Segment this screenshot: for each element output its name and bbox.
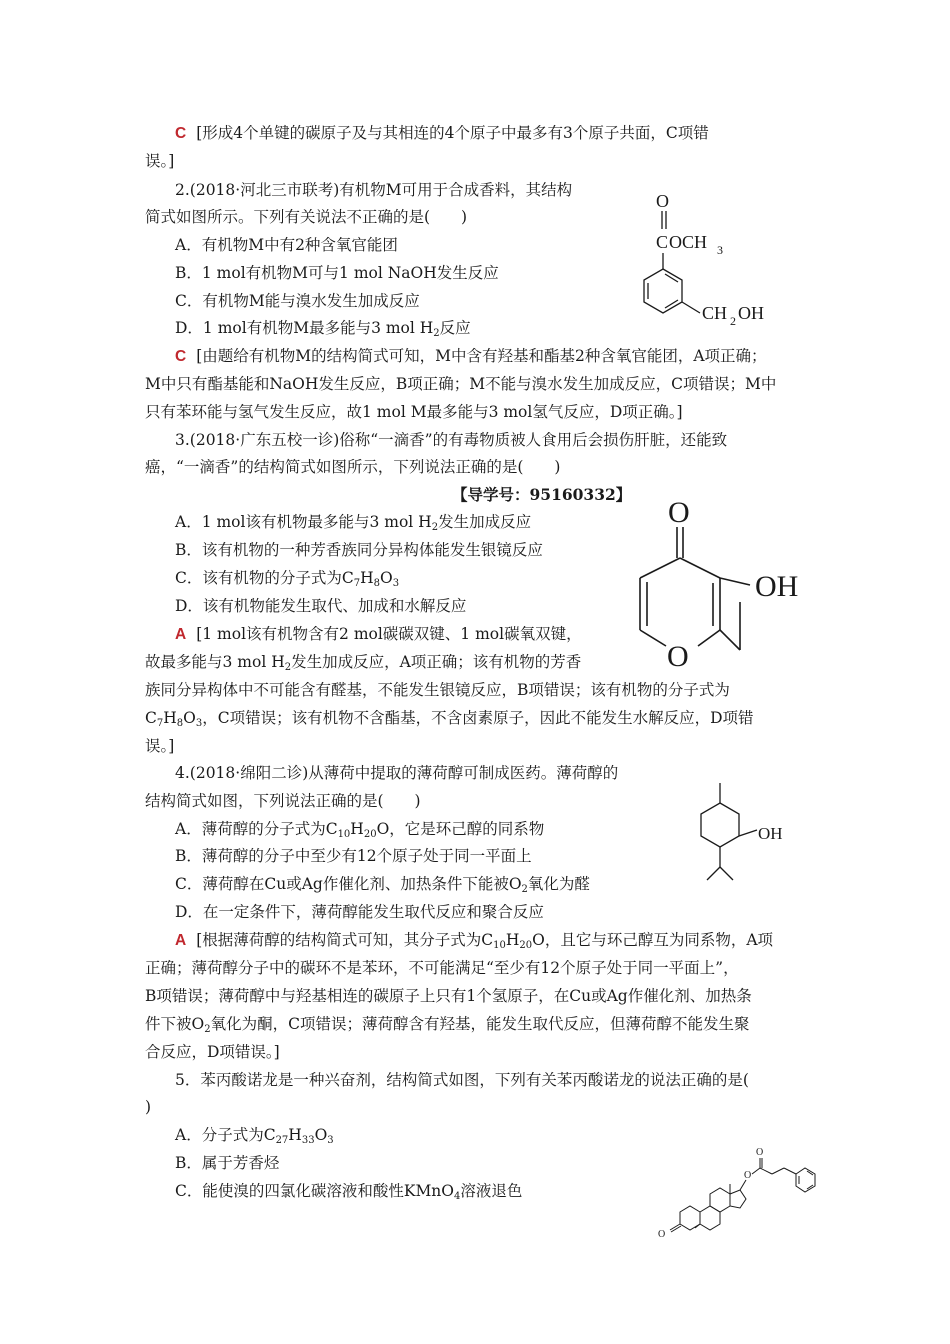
atom-label: O (668, 496, 690, 529)
atom-label: O (658, 1229, 666, 1240)
q2-answer (175, 346, 767, 367)
q3-option-c: C．该有机物的分子式为$C_7H_8O_3$ (175, 569, 400, 589)
q4-answer (175, 930, 773, 951)
guide-number: 【导学号：95160332】 (452, 485, 632, 504)
q3-option-d: D．该有机物能发生取代、加成和水解反应 (175, 597, 467, 615)
q4-option-a: A．薄荷醇的分子式为$C_{10}H_{20}O$，它是环己醇的同系物 (175, 820, 545, 840)
q3-explanation-cont: 故最多能与3 mol $H_2$发生加成反应，A项正确；该有机物的芳香 (145, 653, 582, 673)
q4-option-d: D．在一定条件下，薄荷醇能发生取代反应和聚合反应 (175, 903, 544, 921)
q2-explanation-cont: M中只有酯基能和NaOH发生反应，B项正确；M不能与溴水发生加成反应，C项错误；M中 (145, 375, 777, 393)
answer-letter: A (175, 932, 187, 949)
q2-stem: 2.(2018·河北三市联考)有机物M可用于合成香料，其结构 (175, 181, 573, 199)
q4-explanation-cont: 合反应，D项错误。] (145, 1043, 280, 1061)
q3-stem-cont: 癌，“一滴香”的结构简式如图所示，下列说法正确的是( ) (145, 458, 561, 476)
explanation-text: [根据薄荷醇的结构简式可知，其分子式为$C_{10}H_{20}O$，且它与环己醇互为同系物，A项 (196, 931, 774, 951)
q5-stem-cont: ) (145, 1098, 152, 1116)
q4-explanation-cont: B项错误；薄荷醇中与羟基相连的碳原子上只有1个氢原子，在Cu或Ag作催化剂、加热条 (145, 987, 752, 1005)
q2-structure-diagram (630, 185, 810, 335)
q5-option-b: B．属于芳香烃 (175, 1154, 280, 1172)
q3-answer (175, 624, 582, 645)
atom-label: 2 (730, 314, 736, 328)
q2-explanation-cont: 只有苯环能与氢气发生反应，故1 mol M最多能与3 mol氢气反应，D项正确。] (145, 403, 683, 421)
atom-label: OH (738, 303, 764, 323)
atom-label: O (656, 191, 669, 211)
q4-explanation-cont: 正确；薄荷醇分子中的碳环不是苯环，不可能满足“至少有12个原子处于同一平面上”， (145, 959, 739, 977)
q2-option-d: D．1 mol有机物M最多能与3 mol $H_2$反应 (175, 319, 471, 339)
answer-letter: C (175, 348, 187, 365)
q3-structure-diagram (620, 490, 830, 675)
q3-explanation-cont: $C_7H_8O_3$，C项错误；该有机物不含酯基，不含卤素原子，因此不能发生水解反应，D项错 (145, 709, 754, 729)
q5-option-a: A．分子式为$C_{27}H_{33}O_3$ (175, 1126, 334, 1146)
atom-label: OH (755, 570, 799, 603)
q4-structure-diagram (685, 775, 805, 890)
atom-label: CH (702, 303, 728, 323)
explanation-text: [由题给有机物M的结构简式可知，M中含有羟基和酯基2种含氧官能团，A项正确； (196, 347, 767, 365)
q4-explanation-cont: 件下被$O_2$氧化为酮，C项错误；薄荷醇含有羟基，能发生取代反应，但薄荷醇不能发生聚 (145, 1015, 750, 1035)
atom-label: 3 (717, 243, 723, 257)
atom-label: O (667, 640, 689, 673)
atom-label: OCH (669, 232, 708, 252)
q3-option-a: A．1 mol该有机物最多能与3 mol $H_2$发生加成反应 (175, 513, 532, 533)
q5-stem: 5．苯丙酸诺龙是一种兴奋剂，结构简式如图，下列有关苯丙酸诺龙的说法正确的是( (175, 1071, 749, 1089)
atom-label: O (756, 1147, 764, 1158)
q4-option-c: C．薄荷醇在Cu或Ag作催化剂、加热条件下能被$O_2$氧化为醛 (175, 875, 590, 895)
q3-explanation-cont: 族同分异构体中不可能含有醛基，不能发生银镜反应，B项错误；该有机物的分子式为 (145, 681, 730, 699)
q1-explanation-cont: 误。] (145, 152, 175, 170)
q2-option-c: C．有机物M能与溴水发生加成反应 (175, 292, 420, 310)
q2-option-b: B．1 mol有机物M可与1 mol NaOH发生反应 (175, 264, 499, 282)
atom-label: O (744, 1170, 752, 1181)
answer-letter: C (175, 125, 187, 142)
q3-explanation-cont: 误。] (145, 737, 175, 755)
explanation-text: [形成4个单键的碳原子及与其相连的4个原子中最多有3个原子共面，C项错 (196, 124, 709, 142)
q3-option-b: B．该有机物的一种芳香族同分异构体能发生银镜反应 (175, 541, 543, 559)
q1-answer (175, 123, 709, 144)
q4-option-b: B．薄荷醇的分子中至少有12个原子处于同一平面上 (175, 847, 532, 865)
q4-stem-cont: 结构简式如图，下列说法正确的是( ) (145, 792, 421, 810)
q3-stem: 3.(2018·广东五校一诊)俗称“一滴香”的有毒物质被人食用后会损伤肝脏，还能致 (175, 431, 728, 449)
q5-option-c: C．能使溴的四氯化碳溶液和酸性KMnO$_4$溶液退色 (175, 1182, 523, 1202)
explanation-text: [1 mol该有机物含有2 mol碳碳双键、1 mol碳氧双键， (196, 625, 582, 643)
q2-option-a: A．有机物M中有2种含氧官能团 (175, 236, 398, 254)
answer-letter: A (175, 626, 187, 643)
q5-structure-diagram (650, 1140, 835, 1255)
q4-stem: 4.(2018·绵阳二诊)从薄荷中提取的薄荷醇可制成医药。薄荷醇的 (175, 764, 619, 782)
q2-stem-cont: 简式如图所示。下列有关说法不正确的是( ) (145, 208, 468, 226)
atom-label: OH (758, 824, 783, 843)
atom-label: C (656, 232, 669, 252)
